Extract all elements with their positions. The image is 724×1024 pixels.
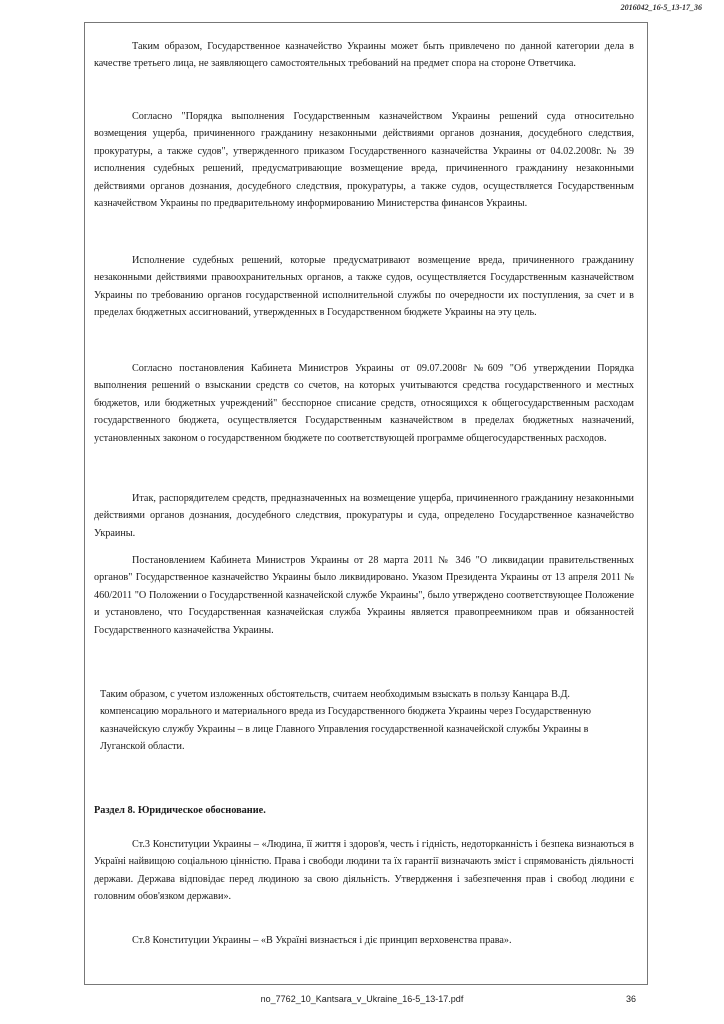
paragraph-funds-administrator: Итак, распорядителем средств, предназначенных на возмещение ущерба, причиненного гражданину незаконными действиями органов дознания, досудебного следствия, прокуратуры и суда, определено Государственное казначейство Украины.: [94, 493, 634, 539]
paragraph-treasury-liquidation: Постановлением Кабинета Министров Украины от 28 марта 2011 № 346 "О ликвидации правительственных органов" Государственное казначейство Украины было ликвидировано. Указом Президента Украины от 13 апреля 2011 № 460/2011 "О Положении о Государственной казначейской службе Украины", было утверждено соответствующее Положение и установлено, что Государственная казначейская служба Украины является правопреемником прав и обязанностей Государственного казначейства Украины.: [94, 555, 634, 636]
paragraph-compensation-conclusion: Таким образом, с учетом изложенных обстоятельств, считаем необходимым взыскать в пользу Канцара В.Д. компенсацию морального и материального вреда из Государственного бюджета Украины через Государственную казначейскую службу Украины – в лице Главного Управления государственной казначейской службы Украины в Луганской области.: [100, 689, 591, 753]
paragraph-treasury-procedure: Согласно "Порядка выполнения Государственным казначейством Украины решений суда относительно возмещения ущерба, причиненного гражданину незаконными действиями органов дознания, досудебного следствия, прокуратуры, а также судов", утвержденного приказом Государственного казначейства Украины от 04.02.2008г. № 39 исполнения судебных решений, предусматривающие возмещение вреда, причиненного гражданину незаконными действиями органов дознания, досудебного следствия, прокуратуры, а также судов, осуществляется Государственным казначейством Украины по предварительному информированию Министерства финансов Украины.: [94, 111, 634, 210]
paragraph-treasury-third-party: Таким образом, Государственное казначейство Украины может быть привлечено по данной категории дела в качестве третьего лица, не заявляющего самостоятельных требований на предмет спора на стороне Ответчика.: [94, 41, 634, 70]
page-number: 36: [625, 994, 636, 1004]
footer-filename: no_7762_10_Kantsara_v_Ukraine_16-5_13-17.pdf: [260, 994, 464, 1004]
document-id-stamp: 2016042_16-5_13-17_36: [620, 3, 702, 12]
paragraph-cabinet-resolution-609: Согласно постановления Кабинета Министров Украины от 09.07.2008г №609 "Об утверждении Порядка выполнения решений о взыскании средств со счетов, на которых учитываются средства государственного и местных бюджетов, или бюджетных учреждений" бесспорное списание средств, относящихся к общегосударственным расходам государственного бюджета, осуществляется Государственным казначейством в пределах бюджетных назначений, установленных законом о государственном бюджете по соответствующей программе общегосударственных расходов.: [94, 363, 634, 444]
section-8-heading: Раздел 8. Юридическое обоснование.: [94, 805, 266, 816]
paragraph-court-decisions-execution: Исполнение судебных решений, которые предусматривают возмещение вреда, причиненного гражданину незаконными действиями правоохранительных органов, а также судов, осуществляется Государственным казначейством Украины по требованию органов государственной исполнительной службы по очередности их поступления, за счет и в пределах бюджетных ассигнований, утвержденных в Государственном бюджете Украины на эту цель.: [94, 255, 634, 319]
paragraph-constitution-article-3: Ст.3 Конституции Украины – «Людина, її життя і здоров'я, честь і гідність, недоторканність і безпека визнаються в Україні найвищою соціальною цінністю. Права і свободи людини та їх гарантії визначають зміст і спрямованість діяльності держави. Держава відповідає перед людиною за свою діяльність. Утвердження і забезпечення прав і свобод людини є головним обов'язком держави».: [94, 839, 634, 903]
paragraph-constitution-article-8: Ст.8 Конституции Украины – «В Україні визнається і діє принцип верховенства права».: [132, 935, 512, 946]
